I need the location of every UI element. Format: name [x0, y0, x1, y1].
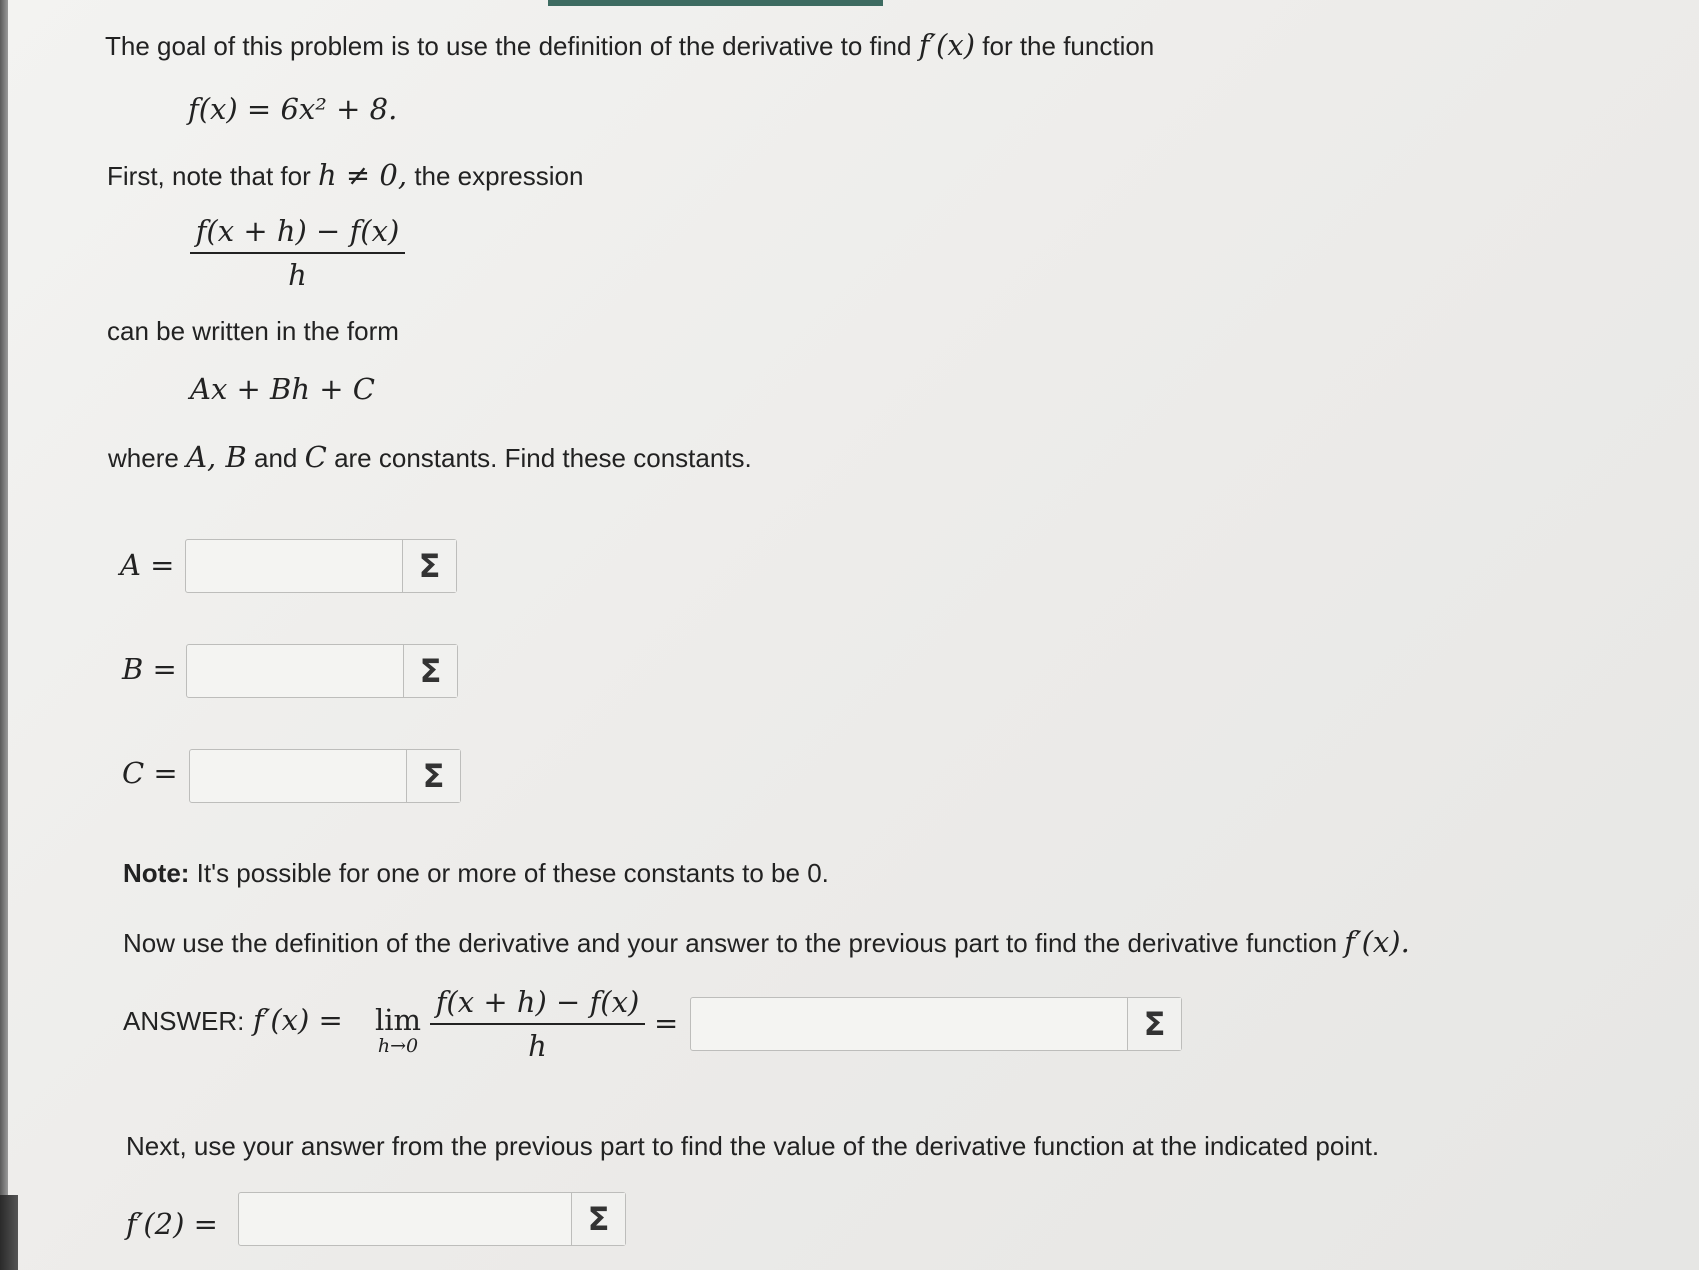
- intro-line: [105, 28, 1154, 62]
- a-input[interactable]: [186, 540, 402, 592]
- fprime2-label: f′(2) =: [126, 1207, 218, 1241]
- where-line: [108, 440, 752, 474]
- b-sigma-button[interactable]: Σ: [403, 645, 457, 697]
- where-var-c: C: [304, 440, 327, 474]
- answer-lhs: f′(x) =: [253, 1003, 343, 1037]
- function-definition: f(x) = 6x² + 8.: [188, 92, 398, 126]
- intro-text: The goal of this problem is to use the definition of the derivative to find: [105, 31, 912, 61]
- where-text: where: [108, 443, 179, 473]
- screen-bezel-corner: [0, 1195, 18, 1270]
- c-label: C =: [122, 756, 178, 790]
- screen-bezel: [0, 0, 8, 1270]
- intro-text-end: for the function: [982, 31, 1155, 61]
- fprime2-answer-box: [238, 1192, 626, 1246]
- first-note-text: First, note that for: [107, 161, 311, 191]
- fprime2-input[interactable]: [239, 1193, 571, 1245]
- answer-difference-quotient: [430, 985, 645, 1063]
- a-label: A =: [120, 548, 175, 582]
- limit-word: lim: [374, 1003, 422, 1037]
- note-line: [123, 858, 829, 889]
- intro-fprime: f′(x): [918, 28, 976, 62]
- where-and: and: [254, 443, 298, 473]
- limit-operator: [368, 1003, 428, 1057]
- step2-text: Now use the definition of the derivative and your answer to the previous part to find the derivative function: [123, 928, 1338, 958]
- note-label: Note:: [123, 858, 190, 888]
- step2-fprime: f′(x).: [1344, 925, 1410, 959]
- first-note-line: [107, 158, 583, 192]
- b-answer-box: [186, 644, 458, 698]
- c-input[interactable]: [190, 750, 406, 802]
- answer-label: ANSWER:: [123, 1006, 245, 1036]
- condition-h: h ≠ 0,: [317, 158, 408, 192]
- answer-quotient-denominator: h: [528, 1029, 547, 1063]
- difference-quotient-denominator: h: [288, 258, 307, 292]
- step2-line: [123, 925, 1410, 959]
- derivative-input[interactable]: [691, 998, 1127, 1050]
- c-sigma-button[interactable]: Σ: [406, 750, 460, 802]
- difference-quotient-numerator: f(x + h) − f(x): [190, 214, 405, 254]
- problem-page: [8, 0, 1699, 1270]
- form-text: can be written in the form: [107, 316, 399, 346]
- where-text-end: are constants. Find these constants.: [334, 443, 752, 473]
- b-label: B =: [122, 652, 177, 686]
- difference-quotient: [190, 214, 405, 292]
- derivative-sigma-button[interactable]: Σ: [1127, 998, 1181, 1050]
- step3-text: Next, use your answer from the previous part to find the value of the derivative function at the indicated point.: [126, 1131, 1380, 1161]
- derivative-answer-box: [690, 997, 1182, 1051]
- fprime2-sigma-button[interactable]: Σ: [571, 1193, 625, 1245]
- answer-quotient-numerator: f(x + h) − f(x): [430, 985, 645, 1025]
- answer-equals: =: [654, 1006, 679, 1040]
- first-note-text-end: the expression: [414, 161, 584, 191]
- limit-subscript: h→0: [377, 1035, 419, 1057]
- where-vars-ab: A, B: [186, 440, 247, 474]
- a-answer-box: [185, 539, 457, 593]
- note-text: It's possible for one or more of these constants to be 0.: [196, 858, 829, 888]
- a-sigma-button[interactable]: Σ: [402, 540, 456, 592]
- c-answer-box: [189, 749, 461, 803]
- b-input[interactable]: [187, 645, 403, 697]
- form-expression: Ax + Bh + C: [190, 372, 375, 406]
- top-accent-bar: [548, 0, 883, 6]
